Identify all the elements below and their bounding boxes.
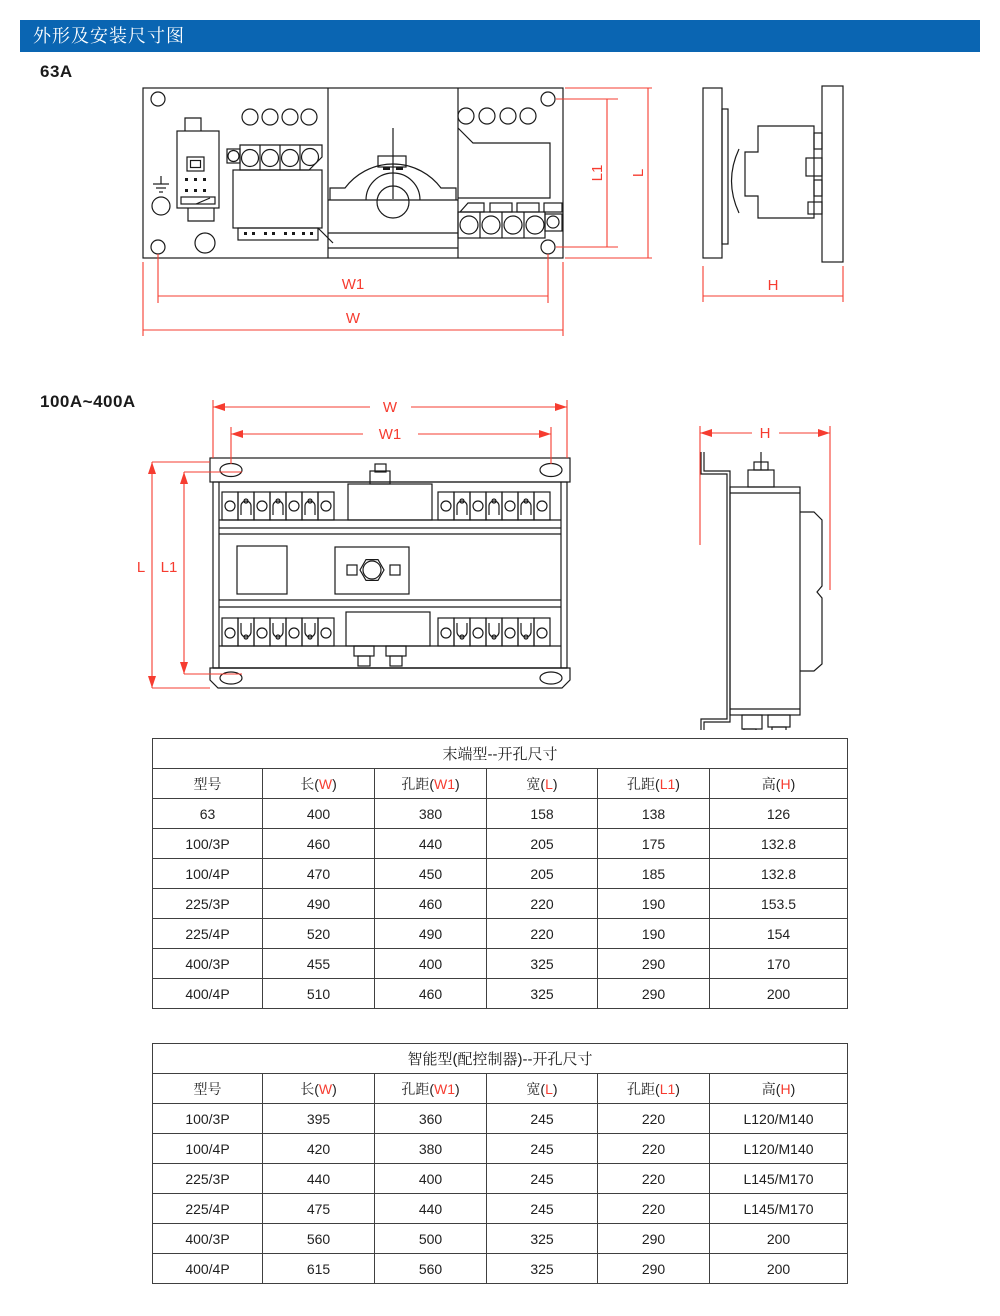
dim-label-l-100-400a: L — [136, 559, 146, 576]
table-cell: 460 — [263, 829, 375, 859]
side-view-63a-drawing — [703, 86, 843, 262]
table-cell: 126 — [710, 799, 848, 829]
table-row — [153, 979, 848, 1009]
table-cell: 400 — [375, 949, 487, 979]
table-row — [153, 859, 848, 889]
dim-label-l1-63a: L1 — [589, 164, 606, 182]
table-cell: 245 — [487, 1104, 598, 1134]
table-cell: 455 — [263, 949, 375, 979]
table-cell: 290 — [598, 1254, 710, 1284]
column-header: 宽(L) — [487, 1074, 598, 1104]
table-cell: 400/4P — [153, 1254, 263, 1284]
table-cell: 132.8 — [710, 829, 848, 859]
table-row — [153, 1194, 848, 1224]
table-cell: 170 — [710, 949, 848, 979]
table-cell: 225/4P — [153, 1194, 263, 1224]
table-cell: 560 — [375, 1254, 487, 1284]
table-cell: 190 — [598, 919, 710, 949]
table-cell: 245 — [487, 1194, 598, 1224]
table-cell: 100/4P — [153, 1134, 263, 1164]
table-row — [153, 1104, 848, 1134]
table-cell: 290 — [598, 1224, 710, 1254]
table-cell: 440 — [375, 829, 487, 859]
table-cell: 380 — [375, 1134, 487, 1164]
table-row — [153, 919, 848, 949]
drawing-label-100-400a: 100A~400A — [40, 392, 136, 411]
table-row — [153, 949, 848, 979]
table-cell: 220 — [598, 1104, 710, 1134]
table-cell: 200 — [710, 1224, 848, 1254]
table-cell: 325 — [487, 1224, 598, 1254]
side-view-100-400a-drawing — [701, 452, 822, 730]
dim-label-h-100-400a: H — [759, 425, 771, 442]
table-cell: 200 — [710, 979, 848, 1009]
column-header: 高(H) — [710, 769, 848, 799]
table-cell: 400/3P — [153, 1224, 263, 1254]
table-cell: 325 — [487, 1254, 598, 1284]
dim-label-h-63a: H — [767, 277, 779, 294]
table-cell: 220 — [598, 1194, 710, 1224]
column-header: 长(W) — [263, 769, 375, 799]
table-cell: 400 — [263, 799, 375, 829]
dim-label-w-100-400a: W — [382, 399, 398, 416]
table-cell: 220 — [487, 889, 598, 919]
table-cell: 490 — [375, 919, 487, 949]
table-cell: 400/4P — [153, 979, 263, 1009]
column-header: 型号 — [153, 1074, 263, 1104]
table-row — [153, 829, 848, 859]
column-header: 孔距(L1) — [598, 1074, 710, 1104]
column-header: 孔距(W1) — [375, 1074, 487, 1104]
table-cell: 225/4P — [153, 919, 263, 949]
section-title: 外形及安装尺寸图 — [33, 26, 185, 46]
table-cell: 245 — [487, 1134, 598, 1164]
table-cell: 500 — [375, 1224, 487, 1254]
table-cell: 520 — [263, 919, 375, 949]
table-cell: L145/M170 — [710, 1194, 848, 1224]
table-cell: 490 — [263, 889, 375, 919]
table-cell: 100/4P — [153, 859, 263, 889]
table-cell: 420 — [263, 1134, 375, 1164]
table-cell: 132.8 — [710, 859, 848, 889]
table-cell: 185 — [598, 859, 710, 889]
table-cell: L145/M170 — [710, 1164, 848, 1194]
table-cell: 138 — [598, 799, 710, 829]
table-header-row — [153, 1074, 848, 1104]
table-title: 智能型(配控制器)--开孔尺寸 — [153, 1044, 848, 1074]
table-row — [153, 799, 848, 829]
dim-label-w1-63a: W1 — [341, 276, 365, 293]
table-cell: 475 — [263, 1194, 375, 1224]
column-header: 宽(L) — [487, 769, 598, 799]
dim-label-l-63a: L — [630, 168, 647, 178]
table-cell: 200 — [710, 1254, 848, 1284]
column-header: 高(H) — [710, 1074, 848, 1104]
table-cell: 325 — [487, 949, 598, 979]
column-header: 孔距(L1) — [598, 769, 710, 799]
table-cell: 400/3P — [153, 949, 263, 979]
table-cell: 460 — [375, 979, 487, 1009]
table-cell: 158 — [487, 799, 598, 829]
table-cell: 175 — [598, 829, 710, 859]
table-cell: 440 — [375, 1194, 487, 1224]
table-cell: 220 — [598, 1134, 710, 1164]
table-cell: 615 — [263, 1254, 375, 1284]
table-cell: 290 — [598, 979, 710, 1009]
table-title: 末端型--开孔尺寸 — [153, 739, 848, 769]
table-cell: L120/M140 — [710, 1134, 848, 1164]
table-cell: 100/3P — [153, 829, 263, 859]
table-row — [153, 1134, 848, 1164]
column-header: 型号 — [153, 769, 263, 799]
front-view-100-400a-drawing — [210, 458, 570, 688]
front-view-63a-drawing — [143, 88, 563, 258]
table-cell: 100/3P — [153, 1104, 263, 1134]
table-row — [153, 1224, 848, 1254]
table-cell: 440 — [263, 1164, 375, 1194]
table-row — [153, 1164, 848, 1194]
table-row — [153, 1254, 848, 1284]
table-cell: 190 — [598, 889, 710, 919]
table-cell: 154 — [710, 919, 848, 949]
table-cell: 380 — [375, 799, 487, 829]
smart-type-dimension-table — [152, 1043, 848, 1284]
table-title-row — [153, 739, 848, 769]
table-cell: 460 — [375, 889, 487, 919]
table-cell: 560 — [263, 1224, 375, 1254]
table-cell: L120/M140 — [710, 1104, 848, 1134]
table-cell: 220 — [487, 919, 598, 949]
end-type-dimension-table — [152, 738, 848, 1009]
table-header-row — [153, 769, 848, 799]
column-header: 长(W) — [263, 1074, 375, 1104]
table-cell: 290 — [598, 949, 710, 979]
table-cell: 450 — [375, 859, 487, 889]
table-cell: 225/3P — [153, 1164, 263, 1194]
table-cell: 400 — [375, 1164, 487, 1194]
dim-label-w-63a: W — [345, 310, 361, 327]
table-cell: 63 — [153, 799, 263, 829]
table-title-row — [153, 1044, 848, 1074]
table-cell: 153.5 — [710, 889, 848, 919]
table-cell: 220 — [598, 1164, 710, 1194]
table-cell: 510 — [263, 979, 375, 1009]
table-cell: 225/3P — [153, 889, 263, 919]
table-cell: 395 — [263, 1104, 375, 1134]
table-cell: 205 — [487, 829, 598, 859]
table-cell: 360 — [375, 1104, 487, 1134]
table-cell: 205 — [487, 859, 598, 889]
dim-label-w1-100-400a: W1 — [378, 426, 402, 443]
drawing-label-63a: 63A — [40, 62, 73, 81]
dim-label-l1-100-400a: L1 — [160, 559, 178, 576]
table-cell: 245 — [487, 1164, 598, 1194]
column-header: 孔距(W1) — [375, 769, 487, 799]
table-row — [153, 889, 848, 919]
table-cell: 470 — [263, 859, 375, 889]
table-cell: 325 — [487, 979, 598, 1009]
